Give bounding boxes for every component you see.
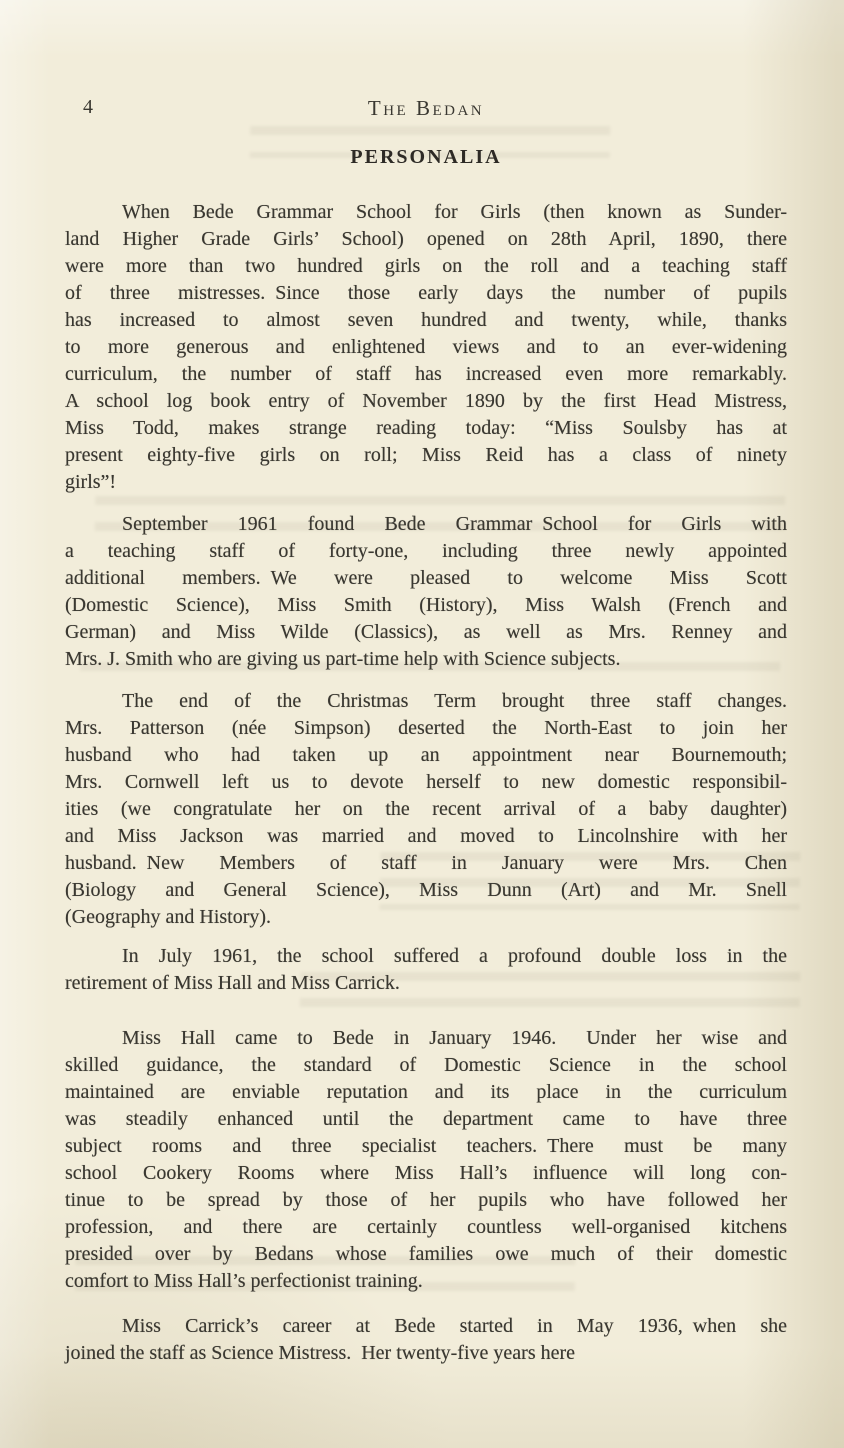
page-header [65, 96, 787, 122]
text-line: Mrs. Cornwell left us to devote herself to new domestic responsibil- [65, 771, 787, 793]
text-line: Miss Carrick’s career at Bede started in May 1936, when she [122, 1315, 787, 1337]
text-line: skilled guidance, the standard of Domestic Science in the school [65, 1054, 787, 1076]
page-number: 4 [83, 96, 94, 118]
text-line: to more generous and enlightened views and to an ever-widening [65, 336, 787, 358]
text-line: was steadily enhanced until the department came to have three [65, 1108, 787, 1130]
text-line: When Bede Grammar School for Girls (then known as Sunder- [122, 201, 787, 223]
running-title: The Bedan [367, 96, 485, 120]
text-line: maintained are enviable reputation and its place in the curriculum [65, 1081, 787, 1103]
text-line: and Miss Jackson was married and moved to Lincolnshire with her [65, 825, 787, 847]
text-line: girls”! [65, 471, 117, 493]
text-line: (Domestic Science), Miss Smith (History), Miss Walsh (French and [65, 594, 787, 616]
text-line: The end of the Christmas Term brought three staff changes. [122, 690, 787, 712]
text-line: of three mistresses. Since those early days the number of pupils [65, 282, 787, 304]
text-line: (Biology and General Science), Miss Dunn (Art) and Mr. Snell [65, 879, 787, 901]
text-line: ities (we congratulate her on the recent arrival of a baby daughter) [65, 798, 787, 820]
text-line: present eighty-five girls on roll; Miss Reid has a class of ninety [65, 444, 787, 466]
text-line: joined the staff as Science Mistress. Her twenty-five years here [65, 1342, 576, 1364]
text-line: Mrs. Patterson (née Simpson) deserted the North-East to join her [65, 717, 787, 739]
text-line: A school log book entry of November 1890 by the first Head Mistress, [65, 390, 787, 412]
text-line: school Cookery Rooms where Miss Hall’s influence will long con- [65, 1162, 787, 1184]
text-line: additional members. We were pleased to welcome Miss Scott [65, 567, 787, 589]
text-line: September 1961 found Bede Grammar School for Girls with [122, 513, 787, 535]
paragraph [65, 1025, 787, 1295]
text-line: comfort to Miss Hall’s perfectionist training. [65, 1270, 423, 1292]
text-line: retirement of Miss Hall and Miss Carrick. [65, 972, 400, 994]
text-line: has increased to almost seven hundred and twenty, while, thanks [65, 309, 787, 331]
text-line: subject rooms and three specialist teachers. There must be many [65, 1135, 787, 1157]
text-line: Miss Hall came to Bede in January 1946. Under her wise and [122, 1027, 787, 1049]
text-line: were more than two hundred girls on the roll and a teaching staff [65, 255, 787, 277]
text-line: Mrs. J. Smith who are giving us part-time help with Science subjects. [65, 648, 621, 670]
text-line: a teaching staff of forty-one, including three newly appointed [65, 540, 787, 562]
text-line: profession, and there are certainly countless well-organised kitchens [65, 1216, 787, 1238]
text-line: tinue to be spread by those of her pupils who have followed her [65, 1189, 787, 1211]
text-line: presided over by Bedans whose families owe much of their domestic [65, 1243, 787, 1265]
paragraph [65, 688, 787, 931]
section-heading: PERSONALIA [350, 146, 502, 168]
paragraph [65, 1313, 787, 1367]
text-line: Miss Todd, makes strange reading today: “Miss Soulsby has at [65, 417, 787, 439]
paragraph [65, 199, 787, 496]
paragraph [65, 943, 787, 997]
paragraph [65, 511, 787, 673]
text-line: German) and Miss Wilde (Classics), as well as Mrs. Renney and [65, 621, 787, 643]
text-line: In July 1961, the school suffered a profound double loss in the [122, 945, 787, 967]
text-line: curriculum, the number of staff has increased even more remarkably. [65, 363, 787, 385]
article-body [65, 199, 787, 1367]
text-line: husband who had taken up an appointment near Bournemouth; [65, 744, 787, 766]
text-line: husband. New Members of staff in January were Mrs. Chen [65, 852, 787, 874]
text-line: (Geography and History). [65, 906, 272, 928]
text-line: land Higher Grade Girls’ School) opened on 28th April, 1890, there [65, 228, 787, 250]
